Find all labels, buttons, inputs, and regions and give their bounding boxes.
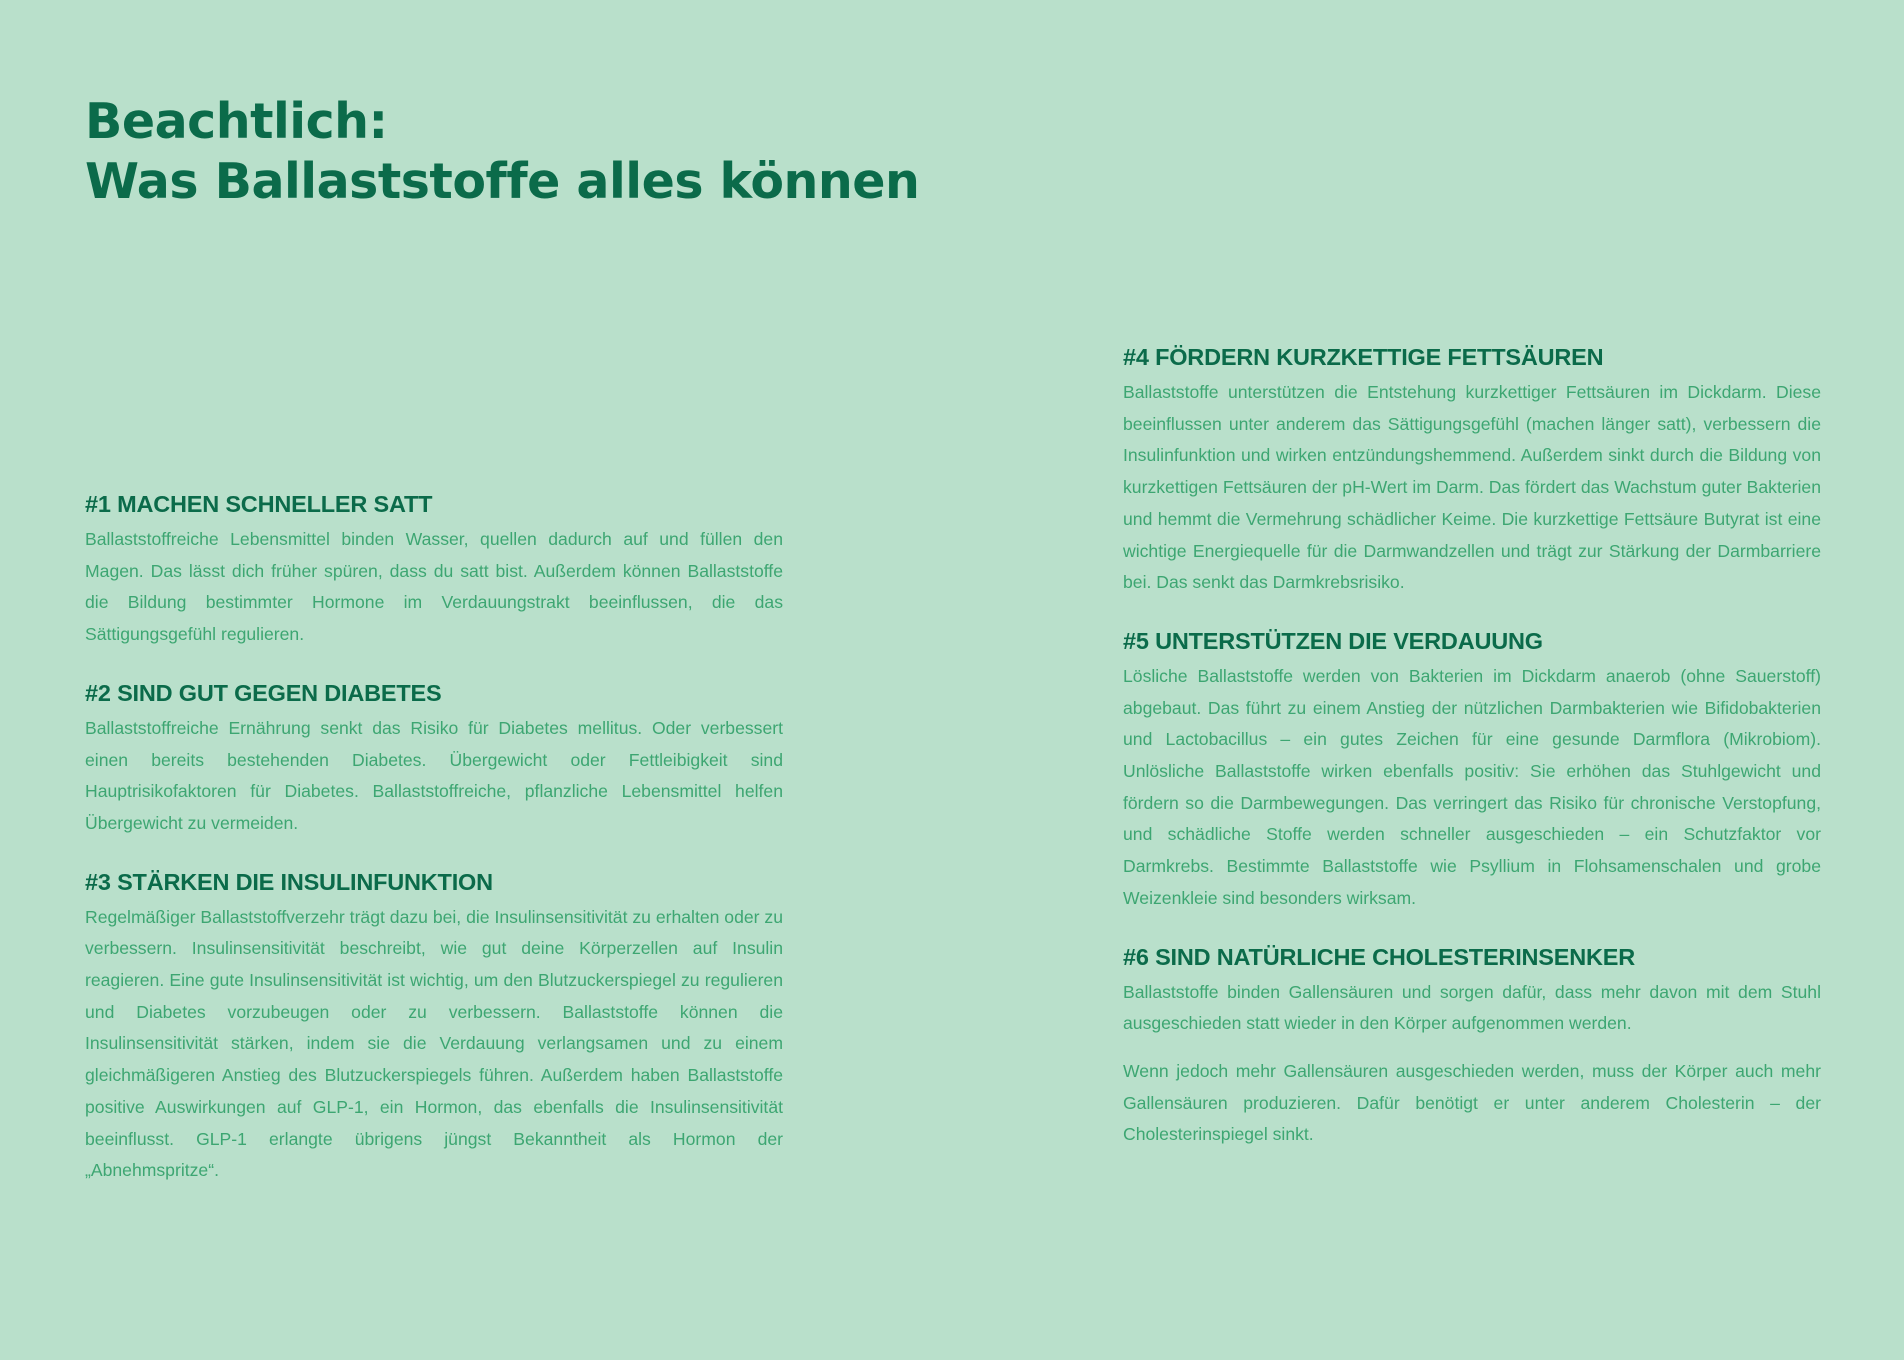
page-title-line-1: Beachtlich: xyxy=(85,93,388,150)
right-column xyxy=(1123,341,1821,1177)
section-5-digestion xyxy=(1123,625,1821,915)
section-2-diabetes xyxy=(85,677,783,840)
section-paragraph: Ballaststoffreiche Lebensmittel binden Wasser, quellen dadurch auf und füllen den Magen. Das lässt dich früher spüren, dass du satt bist. Außerdem können Ballaststoffe die Bildung bestimmter Hormone im Verdauungstrakt beeinflussen, die das Sättigungsgefühl regulieren. xyxy=(85,529,783,645)
section-6-cholesterol xyxy=(1123,941,1821,1152)
section-paragraph: Wenn jedoch mehr Gallensäuren ausgeschieden werden, muss der Körper auch mehr Gallensäuren produzieren. Dafür benötigt er unter anderem Cholesterin – der Cholesterinspiegel sinkt. xyxy=(1123,1060,1821,1145)
section-heading: #1 MACHEN SCHNELLER SATT xyxy=(85,491,433,517)
section-heading: #6 SIND NATÜRLICHE CHOLESTERINSENKER xyxy=(1123,943,1636,970)
section-heading: #4 FÖRDERN KURZKETTIGE FETTSÄUREN xyxy=(1123,344,1604,370)
section-paragraph: Ballaststoffreiche Ernährung senkt das Risiko für Diabetes mellitus. Oder verbessert einen bereits bestehenden Diabetes. Übergewicht oder Fettleibigkeit sind Hauptrisikofaktoren für Diabetes. Ballaststoffreiche, pflanzliche Lebensmittel helfen Übergewicht zu vermeiden. xyxy=(85,717,783,833)
left-column xyxy=(85,488,783,1213)
page-title xyxy=(85,92,919,212)
section-heading: #5 UNTERSTÜTZEN DIE VERDAUUNG xyxy=(1123,627,1543,654)
section-3-insulin xyxy=(85,866,783,1187)
section-heading: #3 STÄRKEN DIE INSULINFUNKTION xyxy=(85,868,493,895)
section-1-satiety xyxy=(85,488,783,651)
section-paragraph: Ballaststoffe binden Gallensäuren und sorgen dafür, dass mehr davon mit dem Stuhl ausgeschieden statt wieder in den Körper aufgenommen werden. xyxy=(1123,981,1821,1034)
section-paragraph: Ballaststoffe unterstützen die Entstehung kurzkettiger Fettsäuren im Dickdarm. Diese beeinflussen unter anderem das Sättigungsgefühl (machen länger satt), verbessern die Insulinfunktion und wirken entzündungshemmend. Außerdem sinkt durch die Bildung von kurzkettigen Fettsäuren der pH-Wert im Darm. Das fördert das Wachstum guter Bakterien und hemmt die Vermehrung schädlicher Keime. Die kurzkettige Fettsäure Butyrat ist eine wichtige Energiequelle für die Darmwandzellen und trägt zur Stärkung der Darmbarriere bei. Das senkt das Darmkrebsrisiko. xyxy=(1123,382,1821,593)
section-paragraph: Lösliche Ballaststoffe werden von Bakterien im Dickdarm anaerob (ohne Sauerstoff) abgebaut. Das führt zu einem Anstieg der nützlichen Darmbakterien wie Bifidobakterien und Lactobacillus – ein gutes Zeichen für eine gesunde Darmflora (Mikrobiom). Unlösliche Ballaststoffe wirken ebenfalls positiv: Sie erhöhen das Stuhlgewicht und fördern so die Darmbewegungen. Das verringert das Risiko für chronische Verstopfung, und schädliche Stoffe werden schneller ausgeschieden – ein Schutzfaktor vor Darmkrebs. Bestimmte Ballaststoffe wie Psyllium in Flohsamenschalen und grobe Weizenkleie sind besonders wirksam. xyxy=(1123,665,1821,908)
page-title-line-2: Was Ballaststoffe alles können xyxy=(85,153,920,210)
section-paragraph: Regelmäßiger Ballaststoffverzehr trägt dazu bei, die Insulinsensitivität zu erhalten oder zu verbessern. Insulinsensitivität beschreibt, wie gut deine Körperzellen auf Insulin reagieren. Eine gute Insulinsensitivität ist wichtig, um den Blutzuckerspiegel zu regulieren und Diabetes vorzubeugen oder zu verbessern. Ballaststoffe können die Insulinsensitivität stärken, indem sie die Verdauung verlangsamen und zu einem gleichmäßigeren Anstieg des Blutzuckerspiegels führen. Außerdem haben Ballaststoffe positive Auswirkungen auf GLP-1, ein Hormon, das ebenfalls die Insulinsensitivität beeinflusst. GLP-1 erlangte übrigens jüngst Bekanntheit als Hormon der „Abnehmspritze“. xyxy=(85,906,783,1181)
section-4-fatty-acids xyxy=(1123,341,1821,599)
section-heading: #2 SIND GUT GEGEN DIABETES xyxy=(85,679,442,706)
